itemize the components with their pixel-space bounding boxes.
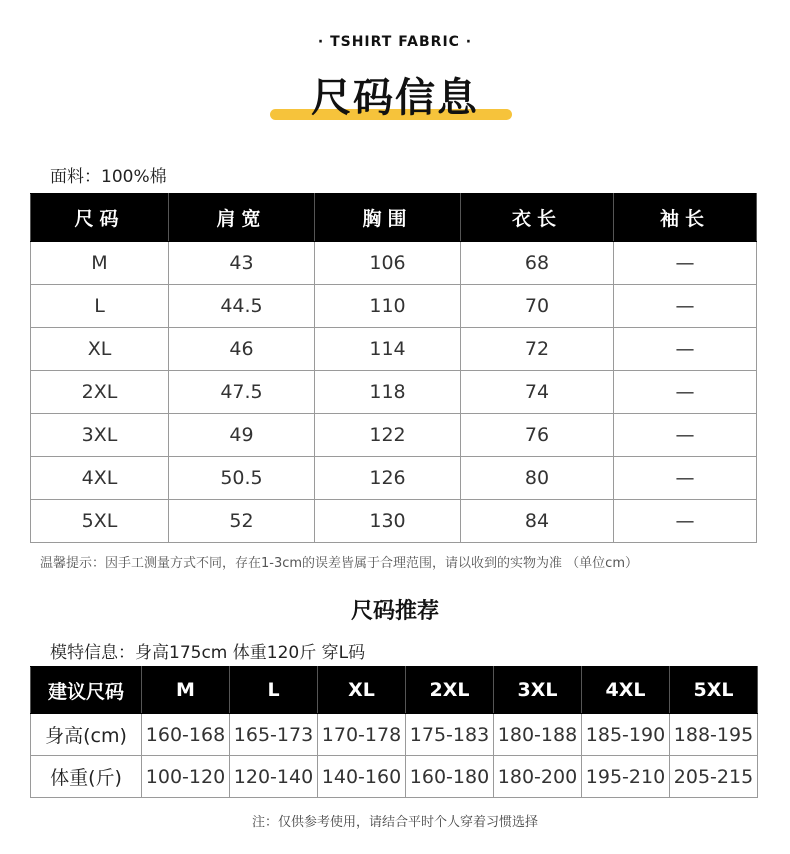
usage-note: 注：仅供参考使用，请结合平时个人穿着习惯选择 [251, 815, 538, 830]
size-table [30, 193, 757, 543]
size-row-cell: 68 [461, 242, 614, 285]
size-row [31, 328, 757, 371]
recommend-header-cell: 建议尺码 [31, 667, 142, 714]
size-row-label: 5XL [31, 500, 169, 543]
size-row-label: 4XL [31, 457, 169, 500]
recommend-table-header [31, 667, 758, 714]
size-row-label: 3XL [31, 414, 169, 457]
size-row-cell: 70 [461, 285, 614, 328]
recommend-header-cell: 4XL [582, 667, 670, 714]
recommend-row-cell: 165-173 [230, 714, 318, 756]
recommend-row-cell: 120-140 [230, 756, 318, 798]
recommend-header-cell: M [142, 667, 230, 714]
recommend-row-cell: 160-180 [406, 756, 494, 798]
recommend-header-cell: 2XL [406, 667, 494, 714]
recommend-row-cell: 188-195 [670, 714, 758, 756]
recommend-row-cell: 140-160 [318, 756, 406, 798]
recommend-row-cell: 100-120 [142, 756, 230, 798]
size-row-cell: — [614, 242, 757, 285]
recommend-table [30, 666, 758, 798]
size-row-cell: — [614, 328, 757, 371]
recommend-row-cell: 185-190 [582, 714, 670, 756]
size-row-cell: 114 [315, 328, 461, 371]
size-row-cell: — [614, 285, 757, 328]
size-row-cell: 80 [461, 457, 614, 500]
recommend-row-label: 身高(cm) [31, 714, 142, 756]
size-header-cell: 衣长 [461, 194, 614, 242]
size-row [31, 457, 757, 500]
size-row [31, 371, 757, 414]
size-row-cell: 47.5 [169, 371, 315, 414]
size-row-cell: — [614, 371, 757, 414]
size-row-cell: 44.5 [169, 285, 315, 328]
size-row-cell: 110 [315, 285, 461, 328]
size-row-cell: — [614, 500, 757, 543]
recommend-row-cell: 160-168 [142, 714, 230, 756]
size-row-cell: 74 [461, 371, 614, 414]
size-row [31, 285, 757, 328]
size-row-cell: 46 [169, 328, 315, 371]
recommend-title: 尺码推荐 [350, 599, 439, 624]
recommend-row [31, 756, 758, 798]
recommend-row-cell: 170-178 [318, 714, 406, 756]
title-block [0, 62, 790, 122]
recommend-row [31, 714, 758, 756]
size-row-cell: 84 [461, 500, 614, 543]
size-row-cell: 118 [315, 371, 461, 414]
page-title: 尺码信息 [311, 75, 479, 121]
size-header-cell: 袖长 [614, 194, 757, 242]
size-row [31, 242, 757, 285]
size-header-cell: 胸围 [315, 194, 461, 242]
size-row-cell: 52 [169, 500, 315, 543]
recommend-row-label: 体重(斤) [31, 756, 142, 798]
size-row-cell: — [614, 457, 757, 500]
size-header-cell: 尺码 [31, 194, 169, 242]
size-row-cell: 122 [315, 414, 461, 457]
recommend-header-cell: XL [318, 667, 406, 714]
recommend-row-cell: 205-215 [670, 756, 758, 798]
size-row-cell: 50.5 [169, 457, 315, 500]
recommend-row-cell: 195-210 [582, 756, 670, 798]
size-row-label: XL [31, 328, 169, 371]
size-table-header [31, 194, 757, 242]
recommend-row-cell: 180-200 [494, 756, 582, 798]
size-row-cell: 126 [315, 457, 461, 500]
recommend-row-cell: 175-183 [406, 714, 494, 756]
size-row-cell: 43 [169, 242, 315, 285]
size-row-label: L [31, 285, 169, 328]
fabric-info: 面料：100%棉 [50, 167, 167, 187]
size-row-cell: — [614, 414, 757, 457]
measurement-note: 温馨提示：因手工测量方式不同，存在1-3cm的误差皆属于合理范围，请以收到的实物为准 （单位cm） [40, 556, 638, 571]
size-row [31, 500, 757, 543]
recommend-header-cell: 5XL [670, 667, 758, 714]
size-row-cell: 106 [315, 242, 461, 285]
size-row-cell: 130 [315, 500, 461, 543]
size-row-cell: 49 [169, 414, 315, 457]
size-row-cell: 72 [461, 328, 614, 371]
size-row-cell: 76 [461, 414, 614, 457]
size-header-cell: 肩宽 [169, 194, 315, 242]
size-row-label: 2XL [31, 371, 169, 414]
size-row [31, 414, 757, 457]
recommend-header-cell: L [230, 667, 318, 714]
model-info: 模特信息：身高175cm 体重120斤 穿L码 [50, 643, 366, 663]
recommend-row-cell: 180-188 [494, 714, 582, 756]
size-row-label: M [31, 242, 169, 285]
subtitle: · TSHIRT FABRIC · [317, 34, 473, 50]
recommend-header-cell: 3XL [494, 667, 582, 714]
